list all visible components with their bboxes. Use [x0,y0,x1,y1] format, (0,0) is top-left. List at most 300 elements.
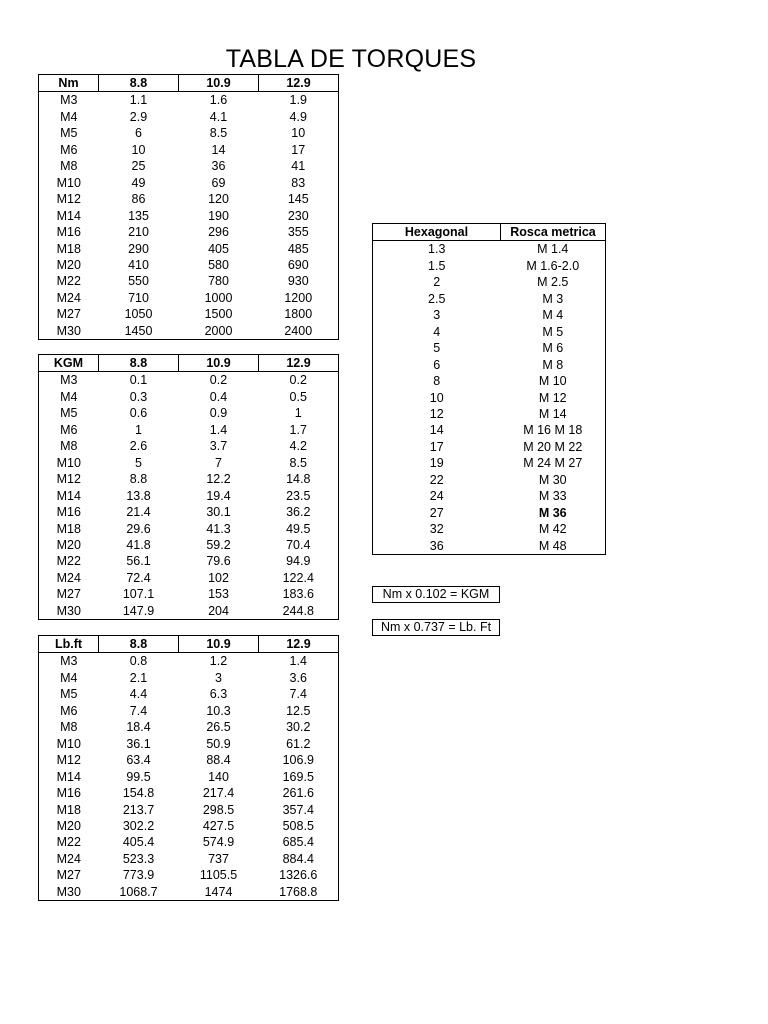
table-cell: 6.3 [209,687,228,702]
table-cell: 19.4 [206,488,231,503]
table-cell: M 1.6-2.0 [526,258,580,273]
table-cell: 244.8 [282,603,314,618]
table-cell: 140 [208,769,229,784]
table-row [39,736,339,752]
table-cell: M3 [60,93,78,108]
table-row [39,175,339,191]
table-cell: M30 [56,603,81,618]
table-cell: 298.5 [202,802,235,817]
table-cell: 8.5 [289,455,307,470]
page-title: TABLA DE TORQUES [225,45,477,73]
table-cell: 1474 [204,884,233,899]
table-row [373,455,606,471]
table-cell: 30.1 [206,505,231,520]
table-cell: 5 [135,455,142,470]
table-cell: 884.4 [282,851,314,866]
table-cell: M20 [56,818,81,833]
table-cell: 14.8 [286,472,311,487]
table-cell: M12 [56,192,81,207]
table-cell: 27 [429,505,444,520]
table-cell: 6 [135,126,142,141]
table-cell: 2.6 [129,439,148,454]
table-row [373,258,606,274]
table-cell: 169.5 [282,769,314,784]
table-cell: 12.2 [206,472,231,487]
table-cell: 153 [208,587,229,602]
column-header: KGM [39,355,99,372]
table-row [39,586,339,602]
table-row [373,472,606,488]
column-header: 10.9 [179,355,259,372]
table-row [373,422,606,438]
table-row [39,389,339,405]
table-cell: 24 [429,489,444,504]
table-cell: 13.8 [126,488,151,503]
table-cell: M 16 M 18 [523,423,583,438]
table-cell: 99.5 [126,769,151,784]
table-cell: 50.9 [206,736,231,751]
table-row [39,241,339,257]
table-row [39,521,339,537]
table-cell: 357.4 [282,802,314,817]
table-cell: 1768.8 [279,884,318,899]
table-row [373,274,606,290]
table-cell: 427.5 [202,818,235,833]
table-cell: 88.4 [206,753,231,768]
table-cell: M22 [56,554,81,569]
table-cell: 410 [128,257,149,272]
table-cell: M5 [60,687,78,702]
table-row [39,504,339,520]
table-row [373,390,606,406]
table-cell: 41.3 [206,521,231,536]
table-row [39,471,339,487]
table-cell: 405 [208,241,229,256]
table-cell: 94.9 [286,554,311,569]
table-cell: 4.9 [289,109,307,124]
table-cell: 485 [287,241,309,256]
table-cell: 8 [433,374,441,389]
table-cell: M 12 [538,390,567,405]
table-cell: 690 [287,257,309,272]
table-row [39,818,339,834]
table-row [39,570,339,586]
column-header: 8.8 [99,75,179,92]
table-cell: M18 [56,802,81,817]
table-cell: 1800 [284,307,313,322]
table-header-row [39,636,339,653]
table-row [39,703,339,719]
table-cell: 1105.5 [199,868,238,883]
table-cell: M30 [56,323,81,338]
table-cell: 14 [429,423,444,438]
table-cell: 190 [208,208,229,223]
table-cell: 135 [128,208,149,223]
table-cell: 0.8 [129,654,148,669]
table-cell: 0.9 [209,406,228,421]
table-cell: 32 [429,522,444,537]
table-row [39,323,339,340]
table-header-row [39,75,339,92]
table-cell: M 24 M 27 [523,456,583,471]
table-cell: 147.9 [122,603,155,618]
table-cell: M 14 [538,406,567,421]
table-cell: 21.4 [126,505,151,520]
table-cell: 36 [429,538,444,553]
table-row [373,538,606,555]
table-cell: 17 [429,439,444,454]
table-cell: 2400 [284,323,313,338]
table-cell: 10.3 [206,703,231,718]
table-row [39,719,339,735]
column-header: Lb.ft [39,636,99,653]
table-cell: 61.2 [286,736,311,751]
table-cell: 0.3 [129,389,148,404]
table-cell: M5 [60,406,78,421]
table-cell: M3 [60,373,78,388]
table-row [39,653,339,670]
table-cell: 4.1 [209,109,228,124]
table-cell: M20 [56,257,81,272]
table-cell: M 5 [542,324,564,339]
table-cell: 102 [208,570,229,585]
table-cell: M5 [60,126,78,141]
table-cell: 12.5 [286,703,311,718]
table-cell: 49 [131,175,146,190]
table-cell: 1 [135,422,142,437]
table-cell: 1.2 [209,654,228,669]
table-row [39,769,339,785]
table-cell: M14 [56,208,81,223]
table-cell: M20 [56,537,81,552]
table-row [39,603,339,620]
table-cell: 18.4 [126,720,151,735]
table-cell: 36 [211,159,226,174]
table-row [39,405,339,421]
table-row [373,439,606,455]
table-cell: M 33 [538,489,567,504]
table-cell: M22 [56,274,81,289]
table-cell: 63.4 [126,753,151,768]
table-cell: 302.2 [122,818,155,833]
table-cell: 1.7 [289,422,307,437]
table-cell: 780 [208,274,229,289]
table-cell: 26.5 [206,720,231,735]
column-header: Nm [39,75,99,92]
table-row [373,291,606,307]
table-cell: 1.5 [428,258,446,273]
table-cell: 1050 [124,307,153,322]
table-row [39,257,339,273]
table-cell: 0.1 [129,373,148,388]
table-cell: 405.4 [122,835,155,850]
table-row [373,488,606,504]
table-cell: M3 [60,654,78,669]
table-cell: M 4 [542,308,564,323]
table-cell: 22 [429,472,444,487]
table-cell: 261.6 [282,786,314,801]
column-header: 12.9 [259,75,339,92]
table-cell: 213.7 [122,802,155,817]
table-row [39,158,339,174]
table-cell: M 3 [542,291,564,306]
table-cell: 0.4 [209,389,228,404]
table-cell: M4 [60,389,78,404]
table-cell: M18 [56,241,81,256]
table-cell: M 20 M 22 [523,439,583,454]
table-cell: 1.9 [289,93,307,108]
table-cell: M8 [60,720,78,735]
table-row [373,324,606,340]
table-row [39,290,339,306]
table-cell: 355 [287,225,309,240]
table-cell: 1.6 [209,93,228,108]
table-cell: 1200 [284,290,313,305]
table-cell: M12 [56,472,81,487]
table-cell: 41 [291,159,306,174]
table-cell: 3 [215,670,222,685]
table-row [39,785,339,801]
table-cell: 1.3 [428,242,446,257]
table-cell: 19 [429,456,444,471]
table-row [373,357,606,373]
table-row [39,686,339,702]
table-cell: 4 [433,324,441,339]
table-cell: 12 [429,406,444,421]
table-cell: 36.2 [286,505,311,520]
column-header: 8.8 [99,636,179,653]
table-cell: M22 [56,835,81,850]
table-cell: 106.9 [282,753,314,768]
table-cell: 36.1 [126,736,151,751]
table-cell: 2.9 [129,109,148,124]
table-cell: 0.2 [209,373,228,388]
table-cell: 7.4 [289,687,307,702]
table-cell: M27 [56,587,81,602]
table-row [39,438,339,454]
table-cell: 2000 [204,323,233,338]
table-cell: M 2.5 [537,275,569,290]
table-cell: M6 [60,422,78,437]
table-cell: 183.6 [282,587,314,602]
table-row [39,752,339,768]
table-row [39,867,339,883]
table-cell: 7.4 [129,703,148,718]
table-cell: 0.6 [129,406,148,421]
table-cell: 41.8 [126,537,151,552]
table-cell: 10 [429,390,444,405]
table-cell: 0.2 [289,373,307,388]
table-cell: M 6 [542,341,564,356]
table-row [39,851,339,867]
table-row [39,553,339,569]
table-row [39,455,339,471]
table-cell: 4.2 [289,439,307,454]
table-cell: 1.4 [289,654,307,669]
table-cell: 1 [294,406,302,421]
table-cell: 0.5 [289,389,307,404]
conversion-note-kgm: Nm x 0.102 = KGM [372,586,500,603]
table-cell: M18 [56,521,81,536]
column-header: Hexagonal [373,224,501,241]
table-cell: 737 [208,851,229,866]
table-row [39,537,339,553]
table-cell: 23.5 [286,488,311,503]
table-cell: 5 [433,341,441,356]
table-cell: M 36 [538,505,567,520]
table-cell: M 30 [538,472,567,487]
table-cell: 72.4 [126,570,151,585]
table-cell: M 8 [542,357,564,372]
table-row [39,125,339,141]
table-cell: 2.5 [428,291,446,306]
table-cell: M8 [60,159,78,174]
table-cell: 204 [208,603,229,618]
torque-table-lbft [38,635,339,901]
table-cell: M 48 [538,538,567,553]
table-cell: 6 [433,357,441,372]
table-cell: M24 [56,290,81,305]
table-cell: 550 [128,274,149,289]
table-cell: 1.4 [209,422,228,437]
table-cell: M27 [56,868,81,883]
table-cell: M 1.4 [537,242,569,257]
table-cell: 1068.7 [119,884,158,899]
table-cell: M16 [56,786,81,801]
table-cell: M24 [56,570,81,585]
torque-table-nm [38,74,339,340]
table-cell: 25 [131,159,146,174]
table-cell: M16 [56,225,81,240]
hexagonal-thread-table [372,223,606,555]
table-row [39,670,339,686]
table-cell: 120 [208,192,229,207]
table-header-row [39,355,339,372]
table-row [39,208,339,224]
table-row [373,521,606,537]
table-row [39,109,339,125]
table-cell: 1326.6 [279,868,318,883]
table-cell: 107.1 [122,587,155,602]
table-header-row [373,224,606,241]
table-row [39,372,339,389]
table-cell: 580 [208,257,229,272]
table-cell: 69 [211,175,226,190]
table-cell: 685.4 [282,835,314,850]
table-cell: M10 [56,455,81,470]
column-header: 8.8 [99,355,179,372]
table-cell: 154.8 [122,786,155,801]
table-cell: 79.6 [206,554,231,569]
table-cell: 1500 [204,307,233,322]
table-cell: M12 [56,753,81,768]
conversion-note-lbft: Nm x 0.737 = Lb. Ft [372,619,500,636]
table-cell: 30.2 [286,720,311,735]
table-cell: 217.4 [202,786,235,801]
table-cell: 56.1 [126,554,151,569]
table-cell: 2.1 [129,670,148,685]
table-cell: 3.7 [209,439,228,454]
table-row [373,340,606,356]
table-cell: M4 [60,670,78,685]
table-cell: 10 [291,126,306,141]
table-cell: M24 [56,851,81,866]
table-cell: 574.9 [202,835,235,850]
table-cell: 930 [287,274,309,289]
table-cell: M27 [56,307,81,322]
table-cell: 210 [128,225,149,240]
table-row [39,802,339,818]
table-cell: 1000 [204,290,233,305]
table-row [39,884,339,901]
table-row [373,241,606,258]
table-row [373,505,606,521]
table-cell: M 10 [538,374,567,389]
table-cell: M8 [60,439,78,454]
torque-table-kgm [38,354,339,620]
table-cell: M30 [56,884,81,899]
table-row [39,191,339,207]
table-row [373,307,606,323]
table-cell: 49.5 [286,521,311,536]
table-cell: 10 [131,142,146,157]
table-cell: M6 [60,142,78,157]
column-header: 10.9 [179,636,259,653]
table-cell: 7 [215,455,222,470]
table-cell: M16 [56,505,81,520]
table-cell: 29.6 [126,521,151,536]
table-cell: 8.8 [129,472,148,487]
table-cell: 230 [287,208,309,223]
table-cell: 3.6 [289,670,307,685]
table-row [39,422,339,438]
table-cell: 83 [291,175,306,190]
table-row [39,92,339,109]
table-cell: M14 [56,488,81,503]
table-row [39,273,339,289]
column-header: 10.9 [179,75,259,92]
table-row [39,488,339,504]
table-cell: M4 [60,109,78,124]
table-cell: 70.4 [286,537,311,552]
table-cell: 290 [128,241,149,256]
table-cell: M10 [56,175,81,190]
table-cell: 296 [208,225,229,240]
table-cell: 17 [291,142,306,157]
table-cell: 122.4 [282,570,314,585]
table-cell: 508.5 [282,818,314,833]
table-cell: 59.2 [206,537,231,552]
table-cell: 4.4 [129,687,148,702]
table-row [39,142,339,158]
table-cell: M 42 [538,522,567,537]
column-header: 12.9 [259,355,339,372]
table-row [373,406,606,422]
table-cell: 86 [131,192,146,207]
table-cell: 710 [128,290,149,305]
table-cell: 773.9 [122,868,155,883]
table-row [373,373,606,389]
table-cell: 8.5 [209,126,228,141]
table-cell: 1.1 [129,93,148,108]
table-cell: 1450 [124,323,153,338]
table-cell: 2 [433,275,441,290]
table-cell: M10 [56,736,81,751]
table-row [39,224,339,240]
table-cell: 3 [433,308,441,323]
column-header: Rosca metrica [501,224,606,241]
column-header: 12.9 [259,636,339,653]
